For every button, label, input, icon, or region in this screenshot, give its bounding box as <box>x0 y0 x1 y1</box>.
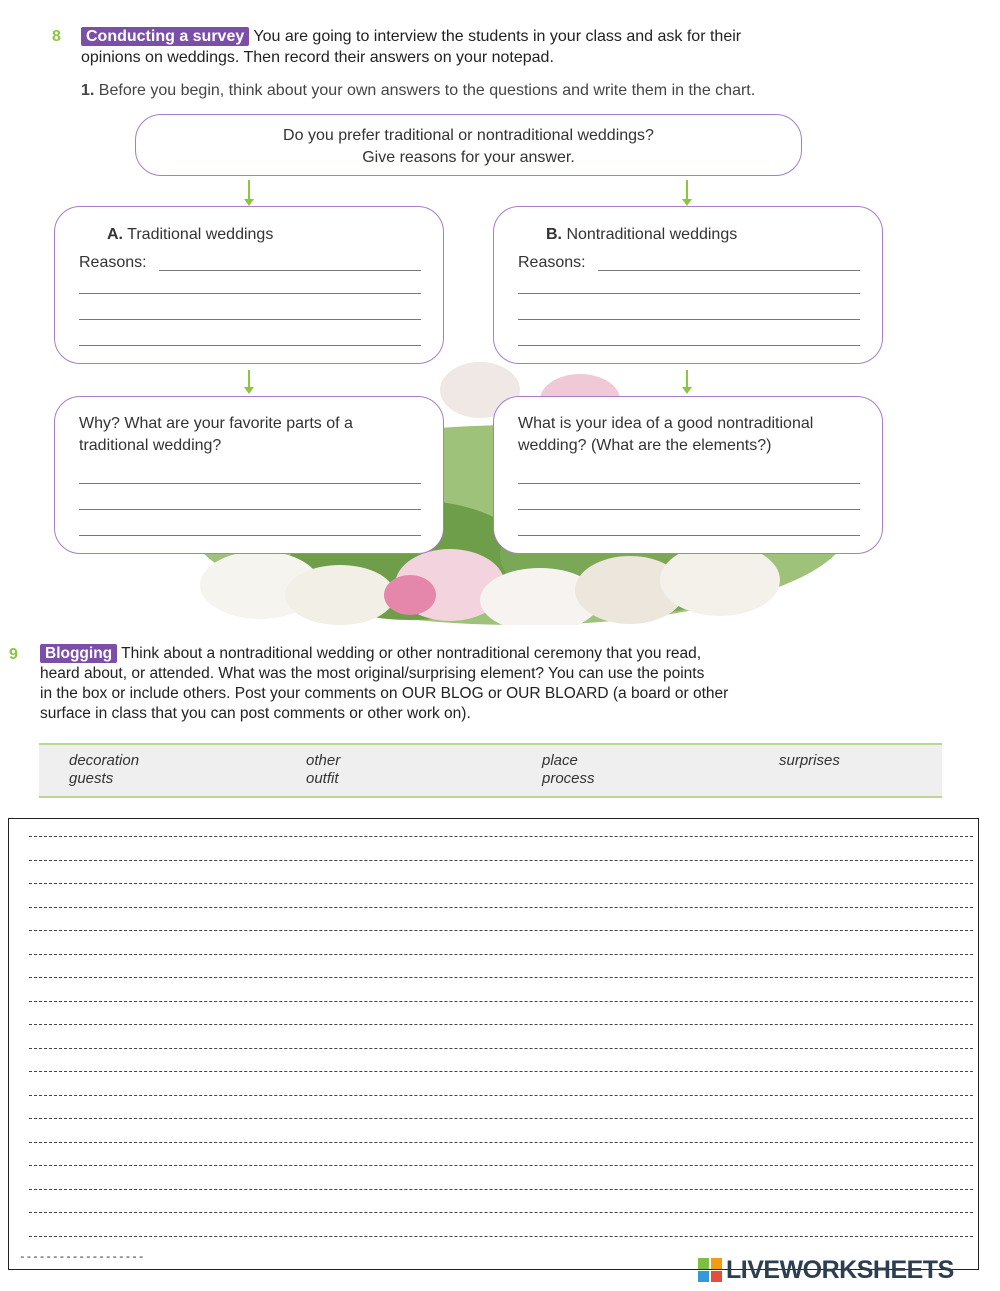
answer-line[interactable] <box>518 483 860 484</box>
writing-line <box>29 1048 973 1049</box>
word-decoration: decoration <box>69 752 140 769</box>
writing-line <box>29 1024 973 1025</box>
answer-line[interactable] <box>79 509 421 510</box>
answer-line[interactable] <box>159 270 421 271</box>
word-process: process <box>542 770 595 787</box>
writing-line <box>29 836 973 837</box>
answer-line[interactable] <box>518 293 860 294</box>
top-question-line2: Give reasons for your answer. <box>362 149 575 166</box>
arrow-down-icon <box>248 370 250 388</box>
arrow-down-icon <box>686 370 688 388</box>
writing-line <box>29 1189 973 1190</box>
arrow-down-icon <box>686 180 688 200</box>
answer-line[interactable] <box>79 319 421 320</box>
box-c-line1: Why? What are your favorite parts of a <box>79 415 353 432</box>
writing-line <box>29 1165 973 1166</box>
box-b-title: Nontraditional weddings <box>566 226 738 243</box>
top-question-line1: Do you prefer traditional or nontraditional weddings? <box>283 127 654 144</box>
writing-line <box>29 883 973 884</box>
section-9-number: 9 <box>9 646 18 663</box>
word-guests: guests <box>69 770 114 787</box>
section-8-tag: Conducting a survey <box>81 27 249 46</box>
answer-line[interactable] <box>598 270 860 271</box>
box-a-title: Traditional weddings <box>127 226 274 243</box>
word-box <box>39 743 942 798</box>
top-question-box <box>135 114 802 176</box>
section-8-number: 8 <box>52 28 61 45</box>
writing-line <box>29 1236 973 1237</box>
writing-line <box>29 1071 973 1072</box>
writing-line <box>29 907 973 908</box>
box-b-reasons-label: Reasons: <box>518 254 586 271</box>
answer-line[interactable] <box>79 535 421 536</box>
answer-line[interactable] <box>79 345 421 346</box>
section-8-intro-line2: opinions on weddings. Then record their answers on your notepad. <box>81 49 554 66</box>
answer-textarea[interactable] <box>8 818 979 1270</box>
writing-line <box>29 860 973 861</box>
writing-line <box>29 977 973 978</box>
step-number: 1. <box>81 82 95 99</box>
section-8-intro-line1: You are going to interview the students in your class and ask for their <box>249 28 742 45</box>
answer-line[interactable] <box>79 483 421 484</box>
box-d-line2: wedding? (What are the elements?) <box>518 437 772 454</box>
section-9-line2: heard about, or attended. What was the most original/surprising element? You can use the points <box>40 665 705 682</box>
box-a-reasons-label: Reasons: <box>79 254 147 271</box>
section-9-line1: Think about a nontraditional wedding or other nontraditional ceremony that you read, <box>117 645 702 662</box>
good-nontraditional-box <box>493 396 883 554</box>
writing-line <box>29 1212 973 1213</box>
writing-line <box>29 930 973 931</box>
writing-line <box>29 1142 973 1143</box>
section-9-tag: Blogging <box>40 644 117 663</box>
writing-line <box>29 954 973 955</box>
logo-icon <box>698 1258 722 1282</box>
box-a-letter: A. <box>107 226 123 243</box>
section-9-line3: in the box or include others. Post your comments on OUR BLOG or OUR BLOARD (a board or other <box>40 685 729 702</box>
logo-text: LIVEWORKSHEETS <box>726 1256 954 1284</box>
traditional-weddings-box <box>54 206 444 364</box>
step-text: Before you begin, think about your own answers to the questions and write them in the chart. <box>98 82 756 99</box>
favorite-parts-box <box>54 396 444 554</box>
last-writing-line: ------------------- <box>19 1252 145 1264</box>
writing-line <box>29 1095 973 1096</box>
section-8-intro <box>81 26 881 68</box>
answer-line[interactable] <box>518 535 860 536</box>
box-d-line1: What is your idea of a good nontraditional <box>518 415 814 432</box>
answer-line[interactable] <box>518 345 860 346</box>
section-9-line4: surface in class that you can post comments or other work on). <box>40 705 471 722</box>
section-9-instructions <box>40 644 940 724</box>
step-1 <box>81 80 901 101</box>
word-other: other <box>306 752 341 769</box>
nontraditional-weddings-box <box>493 206 883 364</box>
writing-line <box>29 1118 973 1119</box>
box-b-letter: B. <box>546 226 562 243</box>
word-place: place <box>542 752 578 769</box>
writing-line <box>29 1001 973 1002</box>
word-surprises: surprises <box>779 752 840 769</box>
answer-line[interactable] <box>518 509 860 510</box>
answer-line[interactable] <box>518 319 860 320</box>
word-outfit: outfit <box>306 770 339 787</box>
liveworksheets-logo <box>698 1256 993 1286</box>
answer-line[interactable] <box>79 293 421 294</box>
arrow-down-icon <box>248 180 250 200</box>
box-c-line2: traditional wedding? <box>79 437 222 454</box>
